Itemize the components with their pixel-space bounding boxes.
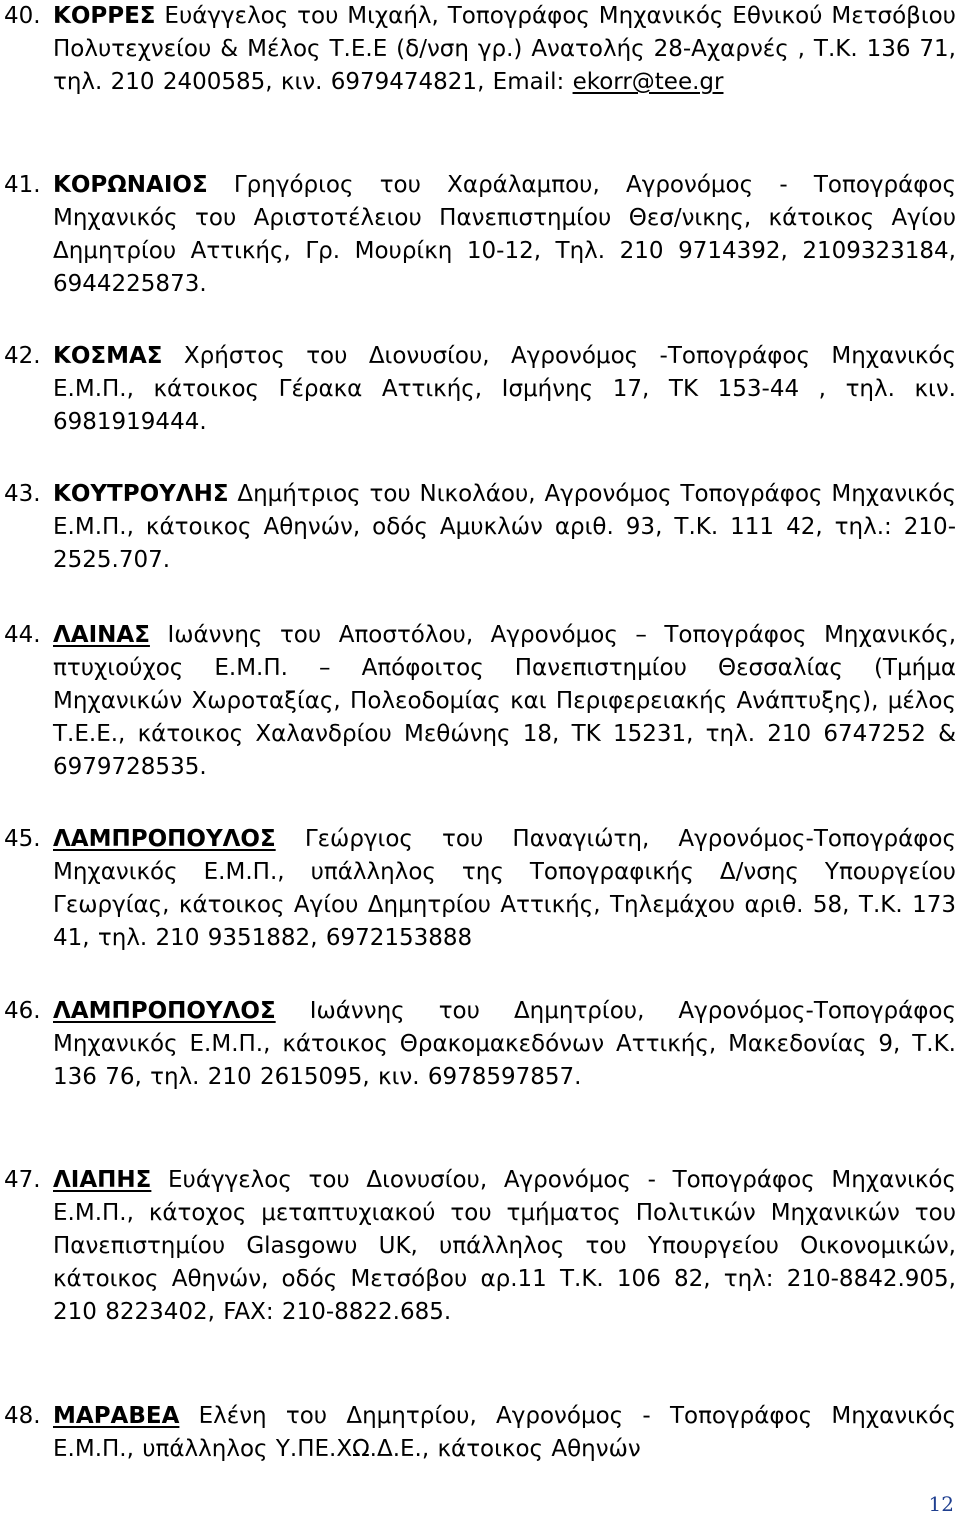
entry-text — [53, 0, 956, 99]
entry-number: 40. — [4, 3, 41, 29]
entry-number: 43. — [4, 481, 41, 507]
entry-details: Ευάγγελος του Διονυσίου, Αγρονόμος - Τοπογράφος Μηχανικός Ε.Μ.Π., κάτοχος μεταπτυχιακού του τμήματος Πολιτικών Μηχανικών του Πανεπιστημίου Glasgowυ UK, υπάλληλος του Υπουργείου Οικονομικών, κάτοικος Αθηνών, οδός Μετσόβου αρ.11 Τ.Κ. 106 82, τηλ: 210-8842.905, 210 8223402, FAX: 210-8822.685. — [53, 1167, 956, 1325]
entry-surname: ΚΟΡΩΝΑΙΟΣ — [53, 172, 208, 198]
entry-number: 46. — [4, 998, 41, 1024]
entry-text — [53, 478, 956, 577]
entry-number: 41. — [4, 172, 41, 198]
list-item — [0, 1400, 956, 1466]
entry-details: Γρηγόριος του Χαράλαμπου, Αγρονόμος - Τοπογράφος Μηχανικός του Αριστοτέλειου Πανεπιστημίου Θεσ/νικης, κάτοικος Αγίου Δημητρίου Αττικής, Γρ. Μουρίκη 10-12, Τηλ. 210 9714392, 2109323184, 6944225873. — [53, 172, 956, 297]
entry-surname: ΛΑΜΠΡΟΠΟΥΛΟΣ — [53, 826, 276, 852]
entry-text — [53, 995, 956, 1094]
entry-number: 44. — [4, 622, 41, 648]
entry-text — [53, 823, 956, 955]
list-item — [0, 995, 956, 1094]
list-item — [0, 169, 956, 301]
list-item — [0, 823, 956, 955]
entry-number: 42. — [4, 343, 41, 369]
entry-surname: ΜΑΡΑΒΕΑ — [53, 1403, 180, 1429]
entry-text — [53, 1400, 956, 1466]
entry-number: 48. — [4, 1403, 41, 1429]
entry-surname: ΚΟΡΡΕΣ — [53, 3, 156, 29]
list-item — [0, 1164, 956, 1329]
entry-number: 47. — [4, 1167, 41, 1193]
entry-surname: ΛΙΑΠΗΣ — [53, 1167, 152, 1193]
entry-details: Ελένη του Δημητρίου, Αγρονόμος - Τοπογράφος Μηχανικός Ε.Μ.Π., υπάλληλος Υ.ΠΕ.ΧΩ.Δ.Ε., κάτοικος Αθηνών — [53, 1403, 956, 1462]
entry-text — [53, 340, 956, 439]
entry-text — [53, 169, 956, 301]
entry-surname: ΚΟΣΜΑΣ — [53, 343, 163, 369]
email-link[interactable]: ekorr@tee.gr — [572, 69, 724, 95]
entry-details: Δημήτριος του Νικολάου, Αγρονόμος Τοπογράφος Μηχανικός Ε.Μ.Π., κάτοικος Αθηνών, οδός Αμυκλών αριθ. 93, Τ.Κ. 111 42, τηλ.: 210-2525.707. — [53, 481, 956, 573]
entry-details: Χρήστος του Διονυσίου, Αγρονόμος -Τοπογράφος Μηχανικός Ε.Μ.Π., κάτοικος Γέρακα Αττικής, Ισμήνης 17, ΤΚ 153-44 , τηλ. κιν. 6981919444. — [53, 343, 956, 435]
entry-surname: ΛΑΙΝΑΣ — [53, 622, 150, 648]
entry-surname: ΛΑΜΠΡΟΠΟΥΛΟΣ — [53, 998, 276, 1024]
entry-text — [53, 1164, 956, 1329]
list-item — [0, 0, 956, 99]
entry-surname: ΚΟΥΤΡΟΥΛΗΣ — [53, 481, 229, 507]
page-number: 12 — [928, 1492, 954, 1516]
entry-number: 45. — [4, 826, 41, 852]
list-item — [0, 478, 956, 577]
entry-details: Ιωάννης του Αποστόλου, Αγρονόμος – Τοπογράφος Μηχανικός, πτυχιούχος Ε.Μ.Π. – Απόφοιτος Πανεπιστημίου Θεσσαλίας (Τμήμα Μηχανικών Χωροταξίας, Πολεοδομίας και Περιφερειακής Ανάπτυξης), μέλος Τ.Ε.Ε., κάτοικος Χαλανδρίου Μεθώνης 18, ΤΚ 15231, τηλ. 210 6747252 & 6979728535. — [53, 622, 956, 780]
entry-details: Γεώργιος του Παναγιώτη, Αγρονόμος-Τοπογράφος Μηχανικός Ε.Μ.Π., υπάλληλος της Τοπογραφικής Δ/νσης Υπουργείου Γεωργίας, κάτοικος Αγίου Δημητρίου Αττικής, Τηλεμάχου αριθ. 58, Τ.Κ. 173 41, τηλ. 210 9351882, 6972153888 — [53, 826, 956, 951]
entry-details: Ευάγγελος του Μιχαήλ, Τοπογράφος Μηχανικός Εθνικού Μετσόβιου Πολυτεχνείου & Μέλος Τ.Ε.Ε (δ/νση γρ.) Ανατολής 28-Αχαρνές , Τ.Κ. 136 71, τηλ. 210 2400585, κιν. 6979474821, Email: — [53, 3, 956, 95]
entry-details: Ιωάννης του Δημητρίου, Αγρονόμος-Τοπογράφος Μηχανικός Ε.Μ.Π., κάτοικος Θρακομακεδόνων Αττικής, Μακεδονίας 9, Τ.Κ. 136 76, τηλ. 210 2615095, κιν. 6978597857. — [53, 998, 956, 1090]
entry-text — [53, 619, 956, 784]
list-item — [0, 340, 956, 439]
list-item — [0, 619, 956, 784]
